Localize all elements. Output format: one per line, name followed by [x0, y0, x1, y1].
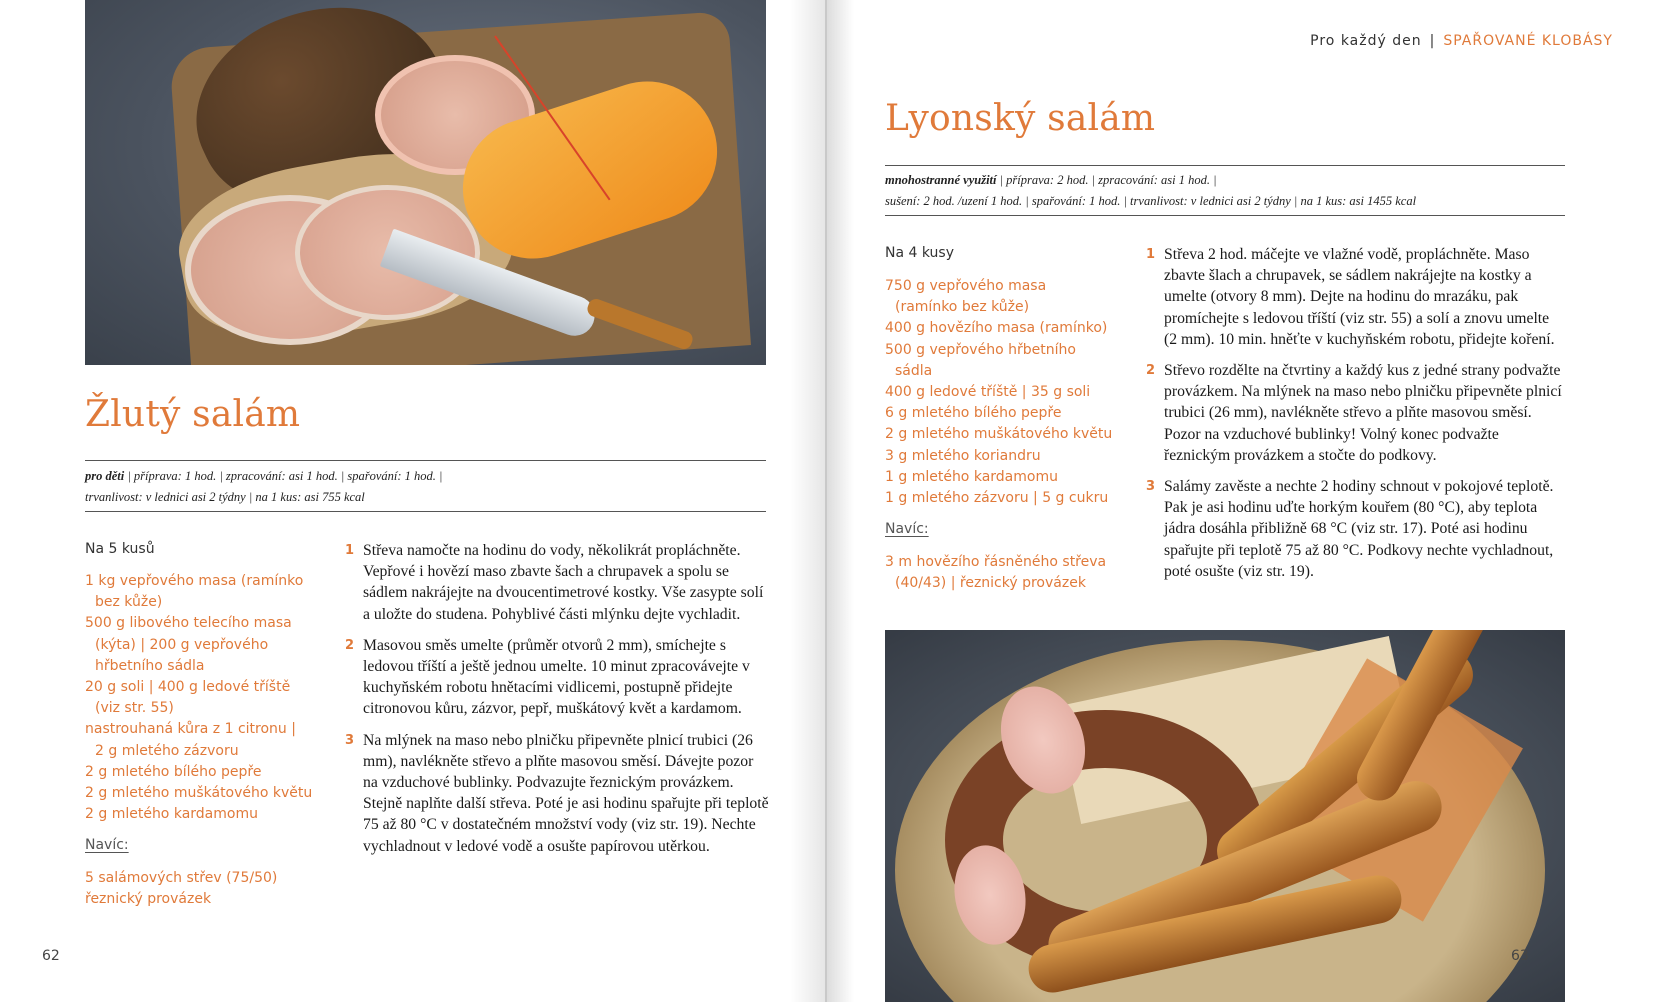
yellow-salami-photo — [85, 0, 766, 365]
recipe-title: Lyonský salám — [885, 98, 1156, 139]
extra-item: (40/43) | řeznický provázek — [895, 575, 1086, 592]
recipe-title: Žlutý salám — [85, 394, 301, 435]
meta-times: | příprava: 2 hod. | zpracování: asi 1 hod. | — [996, 173, 1217, 187]
ingredient-line: 1 kg vepřového masa (ramínko — [85, 573, 304, 589]
step-text: Masovou směs umelte (průměr otvorů 2 mm), smíchejte s ledovou tříští a ještě jednou umelte. 10 minut zpracovávejte v kuchyňském robotu hnětacími vidlicemi, postupně přidejte citronovou kůru, zázvor, pepř, muškátový květ a kardamom. — [363, 636, 750, 718]
recipe-meta-line2: trvanlivost: v lednici asi 2 týdny | na 1 kus: asi 755 kcal — [85, 490, 365, 504]
extras-label: Navíc: — [885, 521, 929, 537]
page-number: 63 — [1511, 948, 1529, 964]
extras-list — [85, 868, 277, 910]
title-rule — [885, 165, 1565, 166]
extra-item: 3 m hovězího řásněného střeva — [885, 554, 1107, 570]
meta-rule — [885, 215, 1565, 216]
ingredient-line: 3 g mletého koriandru — [885, 447, 1041, 464]
extras-label: Navíc: — [85, 837, 129, 853]
ingredient-list — [85, 571, 312, 825]
step — [1146, 476, 1566, 582]
ingredient-line: 6 g mletého bílého pepře — [885, 405, 1062, 422]
ingredient-line: 500 g vepřového hřbetního — [885, 341, 1076, 358]
step — [1146, 360, 1566, 466]
ingredient-list — [885, 276, 1112, 509]
ingredient-line: 2 g mletého bílého pepře — [85, 763, 262, 780]
step-text: Salámy zavěste a nechte 2 hodiny schnout v pokojové teplotě. Pak je asi hodinu uďte horkým kouřem (80 °C), aby teplota jádra dosáhla přibližně 68 °C (viz str. 17). Poté asi hodinu spařujte při teplotě 75 až 80 °C. Podkovy nechte vychladnout, poté osušte (viz str. 19). — [1164, 478, 1554, 580]
recipe-meta-line1 — [85, 466, 442, 487]
ingredient-line: nastrouhaná kůra z 1 citronu | — [85, 721, 296, 738]
ingredient-line: 500 g libového telecího masa — [85, 615, 292, 632]
right-page — [826, 0, 1653, 1002]
meta-times: | příprava: 1 hod. | zpracování: asi 1 hod. | spařování: 1 hod. | — [124, 469, 443, 483]
method-steps — [345, 540, 770, 867]
running-separator: | — [1429, 33, 1436, 49]
ingredient-line: hřbetního sádla — [95, 657, 205, 674]
ingredient-line: 400 g ledové tříště | 35 g soli — [885, 384, 1091, 401]
gutter-shadow-left — [790, 0, 826, 1002]
servings: Na 4 kusy — [885, 245, 954, 261]
book-section: Pro každý den — [1310, 33, 1422, 49]
meta-category: mnohostranné využití — [885, 173, 997, 187]
step — [345, 635, 770, 720]
step-number: 3 — [1146, 479, 1156, 495]
step — [345, 730, 770, 857]
extra-item: 5 salámových střev (75/50) — [85, 870, 278, 886]
step-number: 1 — [1146, 247, 1156, 262]
extra-item: řeznický provázek — [85, 891, 212, 908]
ingredient-line: 20 g soli | 400 g ledové tříště — [85, 679, 291, 696]
lyon-sausage-photo — [885, 630, 1565, 1002]
chapter-name: SPAŘOVANÉ KLOBÁSY — [1443, 33, 1613, 49]
step-number: 2 — [1146, 363, 1156, 379]
step-text: Střevo rozdělte na čtvrtiny a každý kus z jedné strany podvažte provázkem. Na mlýnek na maso nebo plničku připevněte plnicí trubici (26 mm), navlékněte střevo a plňte masovou směsí. Pozor na vzduchové bublinky! Volný konec podvažte řeznickým provázkem a stočte do podkovy. — [1164, 362, 1562, 464]
ingredient-line: 2 g mletého kardamomu — [85, 806, 258, 823]
step-number: 1 — [345, 543, 355, 558]
ingredient-line: (ramínko bez kůže) — [895, 299, 1030, 316]
left-page — [0, 0, 826, 1002]
ingredient-line: 2 g mletého muškátového květu — [885, 426, 1113, 443]
ingredient-line: 2 g mletého zázvoru — [95, 742, 239, 759]
step-number: 3 — [345, 732, 355, 748]
ingredient-line: bez kůže) — [95, 594, 163, 611]
ingredient-line: (kýta) | 200 g vepřového — [95, 636, 269, 653]
step-text: Střeva namočte na hodinu do vody, několikrát propláchněte. Vepřové i hovězí maso zbavte šach a chrupavek a spolu se sádlem nakrájejte na dvoucentimetrové kostky. Vše zasypte solí a uložte do studena. Pohyblivé části mlýnku dejte vychladit. — [363, 542, 764, 623]
step — [1146, 244, 1566, 350]
ingredient-line: 1 g mletého zázvoru | 5 g cukru — [885, 490, 1109, 507]
recipe-meta-line1 — [885, 170, 1217, 191]
recipe-meta-line2: sušení: 2 hod. /uzení 1 hod. | spařování: 1 hod. | trvanlivost: v lednici asi 2 týdny | na 1 kus: asi 1455 kcal — [885, 194, 1417, 208]
ingredient-line: 1 g mletého kardamomu — [885, 468, 1058, 485]
book-gutter — [825, 0, 827, 1002]
step-text: Na mlýnek na maso nebo plničku připevněte plnicí trubici (26 mm), navlékněte střevo a plňte masovou směsí. Dávejte pozor na vzduchové bublinky. Podvazujte řeznickým provázkem. Stejně naplňte další střeva. Poté je asi hodinu spařujte při teplotě 75 až 80 °C v dostatečném množství vody (viz str. 19). Nechte vychladnout v ledové vodě a osušte papírovou utěrkou. — [363, 731, 769, 855]
servings: Na 5 kusů — [85, 541, 155, 557]
ingredient-line: 400 g hovězího masa (ramínko) — [885, 320, 1108, 337]
method-steps — [1146, 244, 1566, 592]
ingredient-line: (viz str. 55) — [95, 700, 174, 717]
meta-rule — [85, 511, 766, 512]
title-rule — [85, 460, 766, 461]
step-number: 2 — [345, 637, 355, 653]
ingredient-line: sádla — [895, 362, 933, 379]
step — [345, 540, 770, 625]
gutter-shadow-right — [826, 0, 854, 1002]
meta-category: pro děti — [85, 469, 125, 483]
ingredient-line: 2 g mletého muškátového květu — [85, 785, 313, 802]
extras-list — [885, 552, 1106, 594]
ingredient-line: 750 g vepřového masa — [885, 278, 1047, 294]
running-head — [1310, 33, 1613, 49]
page-number: 62 — [42, 948, 60, 964]
step-text: Střeva 2 hod. máčejte ve vlažné vodě, propláchněte. Maso zbavte šlach a chrupavek, se sádlem nakrájejte na kostky a umelte (otvory 8 mm). Dejte na hodinu do mrazáku, pak promíchejte s ledovou tříští (viz str. 55) a solí a znovu umelte (2 mm). 10 min. hněťte v kuchyňském robotu, přidejte koření. — [1164, 246, 1555, 348]
